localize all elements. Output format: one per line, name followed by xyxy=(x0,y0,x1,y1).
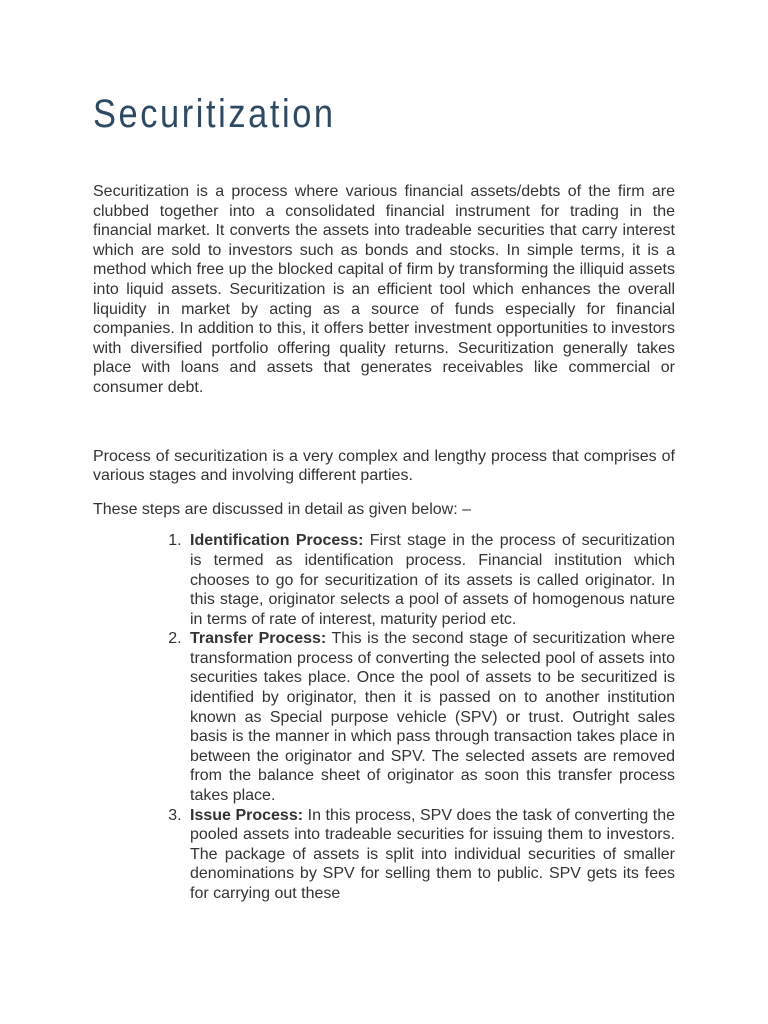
step-text: First stage in the process of securitization is termed as identification process. Financial institution which chooses to go for securitization of its assets is called originator. In this stage, originator selects a pool of assets of homogenous nature in terms of rate of interest, maturity period etc. xyxy=(190,532,675,628)
document-title: Securitization xyxy=(93,92,336,136)
intro-paragraph: Securitization is a process where various financial assets/debts of the firm are clubbed together into a consolidated financial instrument for trading in the financial market. It converts the assets into tradeable securities that carry interest which are sold to investors such as bonds and stocks. In simple terms, it is a method which free up the blocked capital of firm by transforming the illiquid assets into liquid assets. Securitization is an efficient tool which enhances the overall liquidity in market by acting as a source of funds especially for financial companies. In addition to this, it offers better investment opportunities to investors with diversified portfolio offering quality returns. Securitization generally takes place with loans and assets that generates receivables like commercial or consumer debt. xyxy=(93,183,675,396)
document-page xyxy=(93,88,675,904)
process-paragraph: Process of securitization is a very complex and lengthy process that comprises of various stages and involving different parties. xyxy=(93,447,675,485)
step-title: Issue Process: xyxy=(190,806,304,824)
steps-intro-paragraph: These steps are discussed in detail as given below: – xyxy=(93,500,471,518)
steps-list xyxy=(93,531,675,903)
step-item-identification xyxy=(186,531,675,629)
step-title: Identification Process: xyxy=(190,532,364,550)
step-text: In this process, SPV does the task of converting the pooled assets into tradeable securities for issuing them to investors. The package of assets is split into individual securities of smaller denominations by SPV for selling them to public. SPV gets its fees for carrying out these xyxy=(190,806,676,902)
step-item-issue xyxy=(186,806,675,904)
step-text: This is the second stage of securitization where transformation process of converting the selected pool of assets into securities takes place. Once the pool of assets to be securitized is identified by originator, then it is passed on to another institution known as Special purpose vehicle (SPV) or trust. Outright sales basis is the manner in which pass through transaction takes place in between the originator and SPV. The selected assets are removed from the balance sheet of originator as soon this transfer process takes place. xyxy=(190,630,676,805)
step-title: Transfer Process: xyxy=(190,630,327,648)
step-item-transfer xyxy=(186,629,675,805)
